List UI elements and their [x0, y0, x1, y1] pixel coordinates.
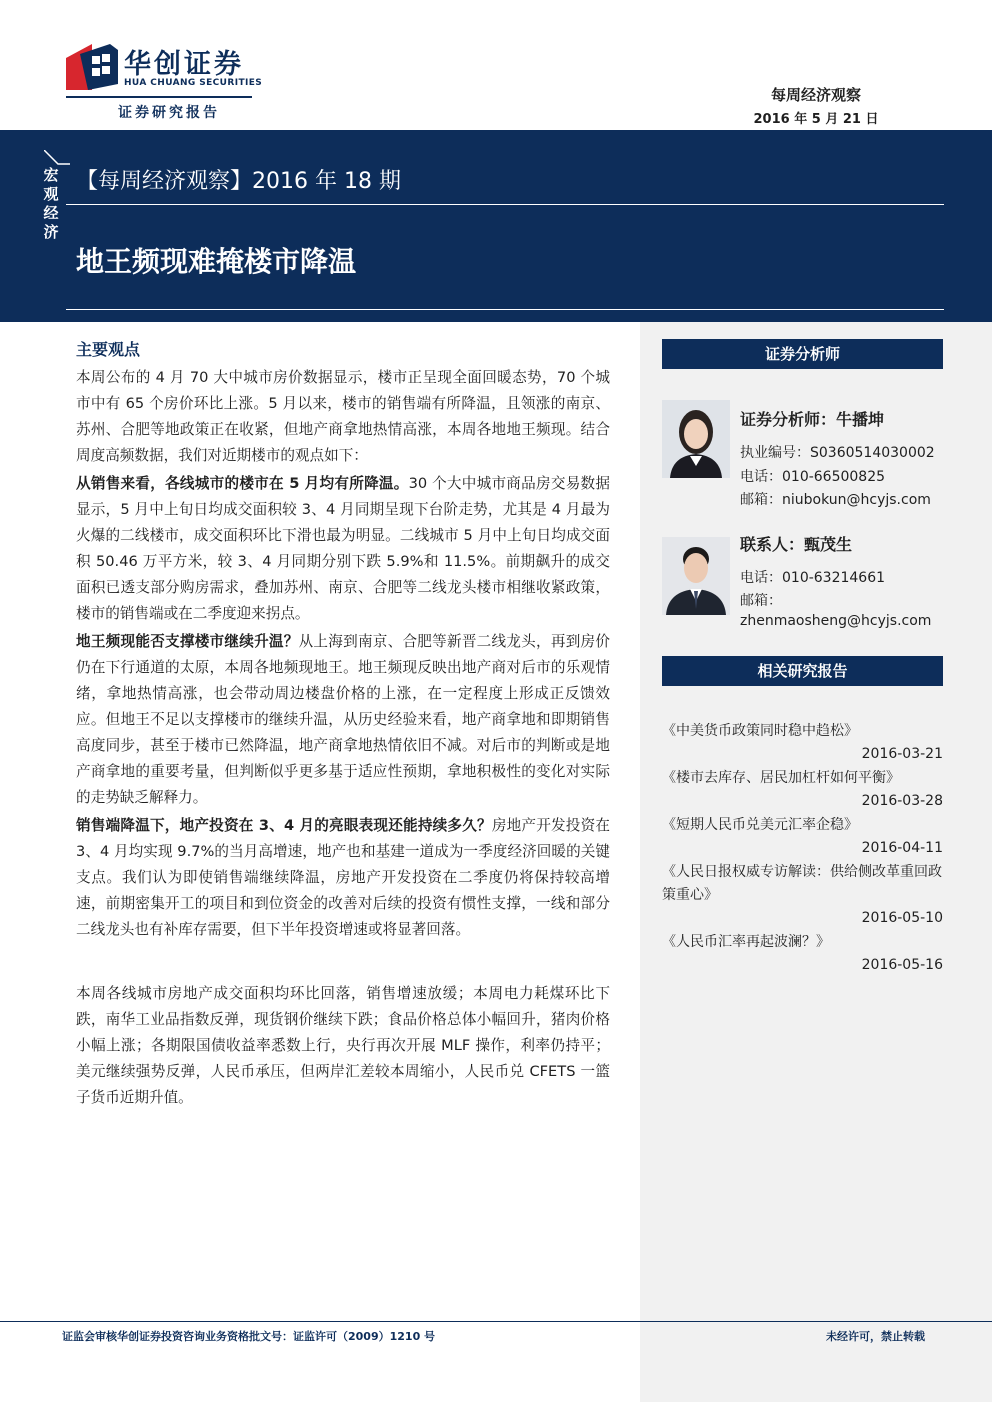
point-lead: 销售端降温下，地产投资在 3、4 月的亮眼表现还能持续多久？: [76, 817, 492, 834]
related-report-date: 2016-05-16: [861, 957, 943, 973]
band-corner-mark-icon: [44, 150, 70, 166]
analyst-license: 执业编号：S0360514030002: [740, 445, 935, 461]
point-lead: 从销售来看，各线城市的楼市在 5 月均有所降温。: [76, 475, 409, 492]
related-report-item[interactable]: [662, 861, 943, 930]
logo-text: 华创证券: [124, 49, 244, 80]
related-report-date: 2016-05-10: [861, 910, 943, 926]
header-series-name: 每周经济观察: [770, 86, 861, 104]
contact-email[interactable]: zhenmaosheng@hcyjs.com: [740, 613, 932, 629]
analyst-photo: [662, 400, 730, 478]
contact-email-label: 邮箱：: [740, 593, 782, 609]
contact-phone: 电话：010-63214661: [740, 570, 886, 586]
analyst-phone: 电话：010-66500825: [740, 469, 886, 485]
point-lead: 地王频现能否支撑楼市继续升温？: [76, 633, 299, 650]
report-type-label: 证券研究报告: [118, 105, 220, 121]
report-title: 地王频现难掩楼市降温: [76, 245, 357, 278]
band-divider-bottom: [66, 309, 944, 310]
related-reports-header: 相关研究报告: [662, 656, 943, 686]
series-issue: 【每周经济观察】2016 年 18 期: [76, 169, 401, 194]
related-report-item[interactable]: [662, 931, 943, 977]
footer-divider: [0, 1321, 992, 1322]
related-report-date: 2016-03-21: [861, 746, 943, 762]
related-report-title[interactable]: 《中美货币政策同时稳中趋松》: [662, 723, 858, 739]
contact-photo: [662, 537, 730, 615]
footer-license: 证监会审核华创证券投资咨询业务资格批文号：证监许可（2009）1210 号: [62, 1330, 436, 1343]
related-report-title[interactable]: 《楼市去库存、居民加杠杆如何平衡》: [662, 770, 900, 786]
point-body: 从上海到南京、合肥等新晋二线龙头，再到房价仍在下行通道的太原，本周各地频现地王。地王频现反映出地产商对后市的乐观情绪，拿地热情高涨，也会带动周边楼盘价格的上涨，在一定程度上形成正反馈效应。但地王不足以支撑楼市的继续升温，从历史经验来看，地产商拿地和即期销售高度同步，甚至于楼市已然降温，地产商拿地热情依旧不减。对后市的判断或是地产商拿地的重要考量，但判断似乎更多基于适应性预期，拿地积极性的变化对实际的走势缺乏解释力。: [76, 633, 610, 806]
related-report-title[interactable]: 《人民币汇率再起波澜？》: [662, 934, 830, 950]
related-report-item[interactable]: [662, 720, 943, 766]
related-report-title[interactable]: 《人民日报权威专访解读：供给侧改革重回政策重心》: [662, 864, 942, 903]
header-date: 2016 年 5 月 21 日: [753, 112, 879, 127]
related-report-date: 2016-04-11: [861, 840, 943, 856]
analyst-section-header: 证券分析师: [662, 339, 943, 369]
analyst-name: 证券分析师：牛播坤: [740, 410, 885, 429]
related-report-date: 2016-03-28: [861, 793, 943, 809]
related-report-item[interactable]: [662, 814, 943, 860]
main-content: [76, 337, 610, 1113]
logo-english-text: HUA CHUANG SECURITIES: [124, 78, 263, 88]
point-paragraph: [76, 813, 610, 943]
logo-divider: [66, 96, 252, 98]
category-label: 宏观经济: [43, 166, 59, 241]
footer-notice: 未经许可，禁止转载: [826, 1330, 925, 1343]
logo-mark-icon: [66, 44, 118, 90]
related-report-title[interactable]: 《短期人民币兑美元汇率企稳》: [662, 817, 858, 833]
related-report-item[interactable]: [662, 767, 943, 813]
band-divider-top: [66, 204, 944, 205]
title-band: [0, 130, 992, 322]
contact-name: 联系人：甄茂生: [740, 535, 853, 554]
point-body: 房地产开发投资在 3、4 月均实现 9.7%的当月高增速，地产也和基建一道成为一季度经济回暖的关键支点。我们认为即使销售端继续降温，房地产开发投资在二季度仍将保持较高增速，前期密集开工的项目和到位资金的改善对后续的投资有惯性支撑，一线和部分二线龙头也有补库存需要，但下半年投资增速或将显著回落。: [76, 817, 610, 938]
analyst-email[interactable]: 邮箱：niubokun@hcyjs.com: [740, 492, 931, 508]
point-paragraph: [76, 471, 610, 627]
key-points-heading: 主要观点: [76, 340, 141, 359]
intro-paragraph: 本周公布的 4 月 70 大中城市房价数据显示，楼市正呈现全面回暖态势，70 个城市中有 65 个房价环比上涨。5 月以来，楼市的销售端有所降温，且领涨的南京、苏州、合肥等地政策正在收紧，但地产商拿地热情高涨，本周各地地王频现。结合周度高频数据，我们对近期楼市的观点如下：: [76, 369, 610, 464]
summary-paragraph: 本周各线城市房地产成交面积均环比回落，销售增速放缓；本周电力耗煤环比下跌，南华工业品指数反弹，现货钢价继续下跌；食品价格总体小幅回升，猪肉价格小幅上涨；各期限国债收益率悉数上行，央行再次开展 MLF 操作，利率仍持平；美元继续强势反弹，人民币承压，但两岸汇差较本周缩小，人民币兑 CFETS 一篮子货币近期升值。: [76, 985, 610, 1106]
point-body: 30 个大中城市商品房交易数据显示，5 月中上旬日均成交面积较 3、4 月同期呈现下台阶走势，尤其是 4 月最为火爆的二线楼市，成交面积环比下滑也最为明显。二线城市 5 月中上旬日均成交面积 50.46 万平方米，较 3、4 月同期分别下跌 5.9%和 11.5%。前期飙升的成交面积已透支部分购房需求，叠加苏州、南京、合肥等二线龙头楼市相继收紧政策，楼市的销售端或在二季度迎来拐点。: [76, 475, 610, 622]
point-paragraph: [76, 629, 610, 811]
related-reports-list: [662, 720, 943, 978]
